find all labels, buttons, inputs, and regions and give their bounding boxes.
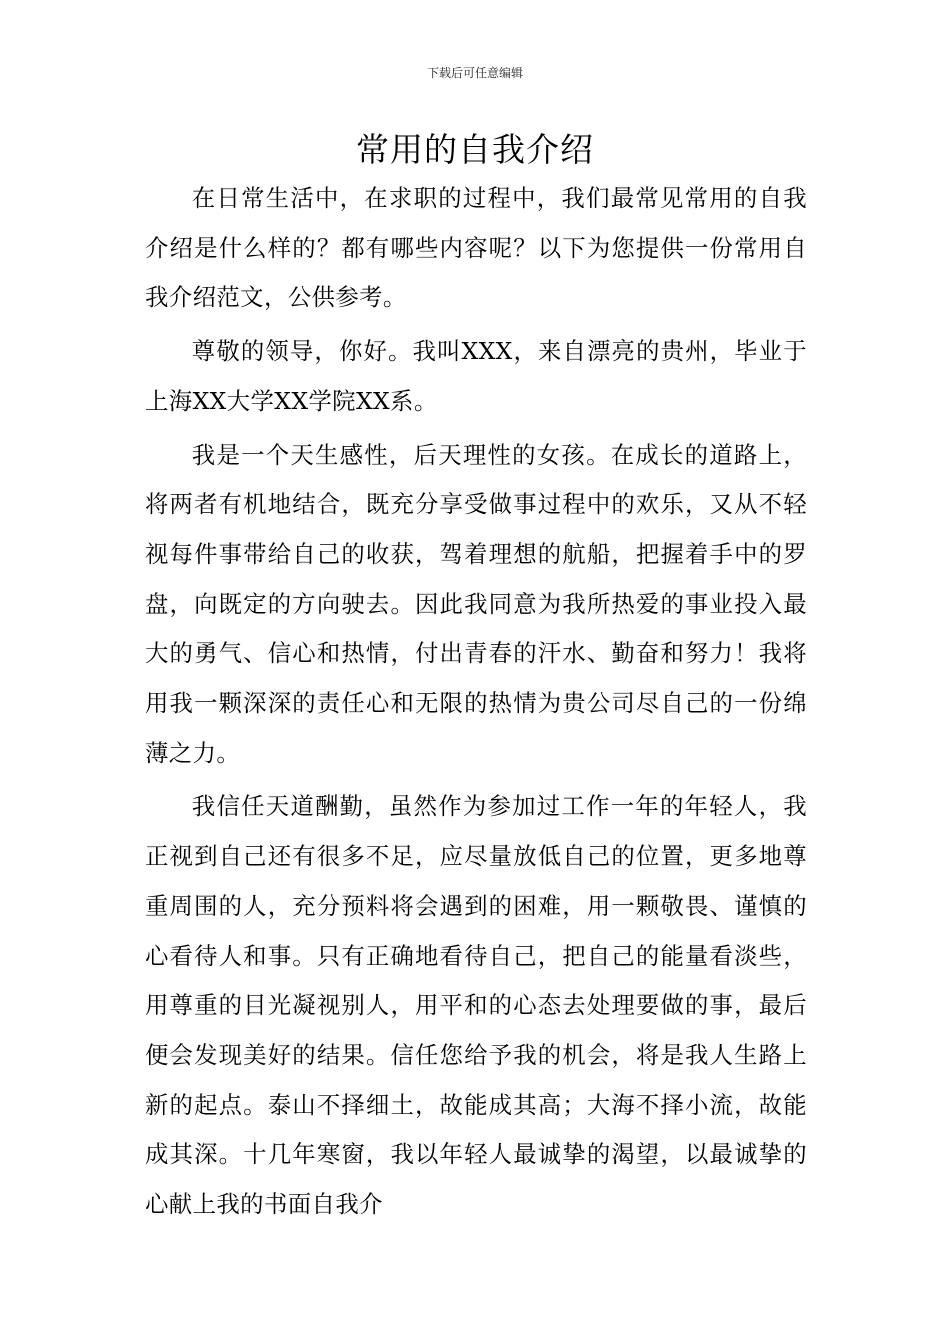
document-body [145, 174, 807, 1234]
document-title: 常用的自我介绍 [356, 130, 594, 169]
paragraph-intro: 在日常生活中，在求职的过程中，我们最常见常用的自我介绍是什么样的？都有哪些内容呢？以下为您提供一份常用自我介绍范文，公供参考。 [145, 184, 807, 312]
page-header: 下载后可任意编辑 [426, 66, 523, 80]
paragraph-attitude: 我信任天道酬勤，虽然作为参加过工作一年的年轻人，我正视到自己还有很多不足，应尽量放低自己的位置，更多地尊重周围的人，充分预料将会遇到的困难，用一颗敬畏、谨慎的心看待人和事。只有正确地看待自己，把自己的能量看淡些，用尊重的目光凝视别人，用平和的心态去处理要做的事，最后便会发现美好的结果。信任您给予我的机会，将是我人生路上新的起点。泰山不择细土，故能成其高；大海不择小流，故能成其深。十几年寒窗，我以年轻人最诚挚的渴望，以最诚挚的心献上我的书面自我介 [145, 792, 807, 1219]
paragraph-greeting: 尊敬的领导，你好。我叫XXX，来自漂亮的贵州，毕业于上海XX大学XX学院XX系。 [145, 337, 807, 415]
paragraph-personality: 我是一个天生感性，后天理性的女孩。在成长的道路上，将两者有机地结合，既充分享受做事过程中的欢乐，又从不轻视每件事带给自己的收获，驾着理想的航船，把握着手中的罗盘，向既定的方向驶去。因此我同意为我所热爱的事业投入最大的勇气、信心和热情，付出青春的汗水、勤奋和努力！我将用我一颗深深的责任心和无限的热情为贵公司尽自己的一份绵薄之力。 [145, 440, 807, 767]
